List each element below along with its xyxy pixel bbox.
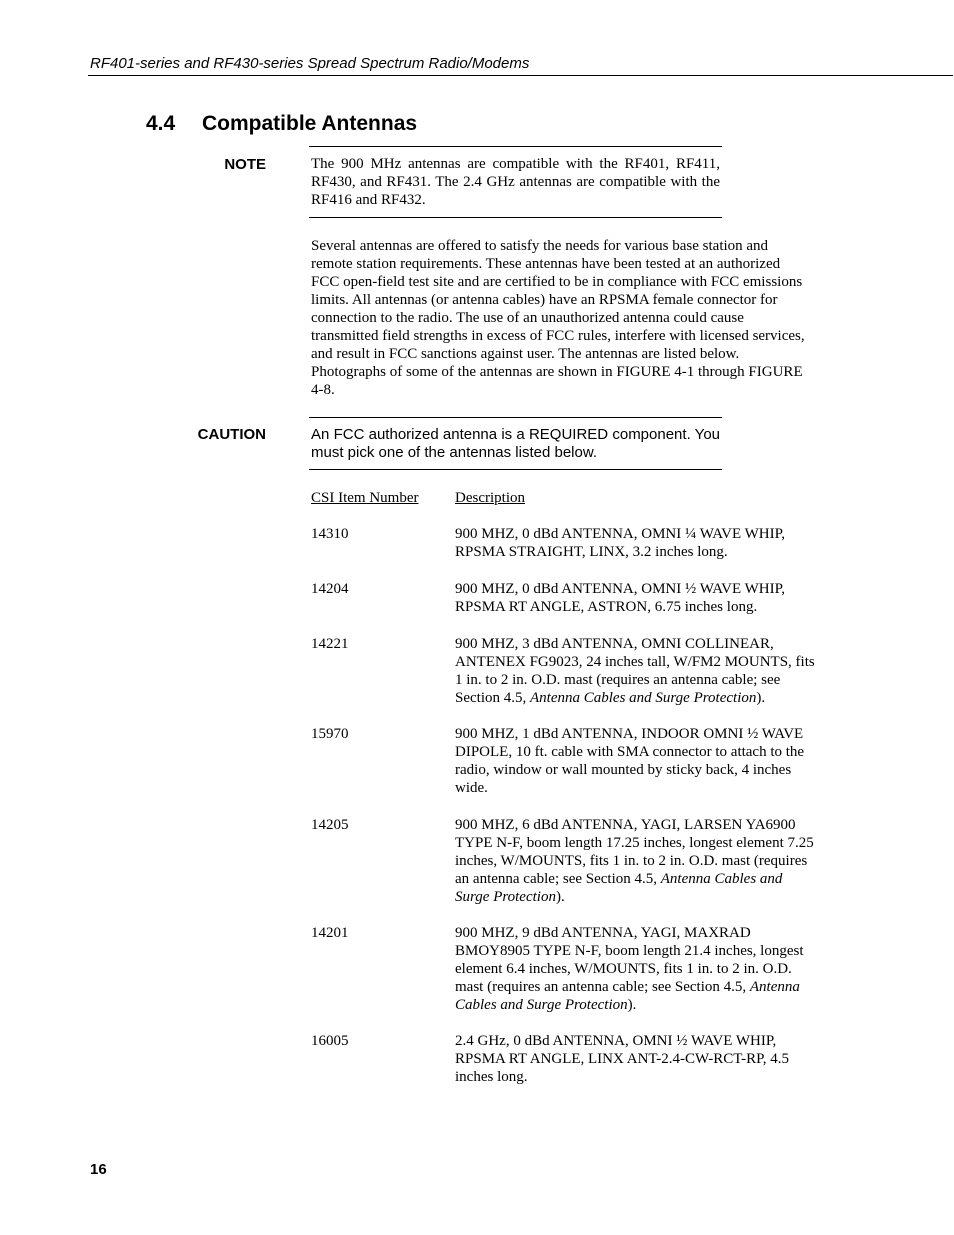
item-number: 14205	[311, 817, 349, 833]
item-number: 14221	[311, 636, 349, 652]
item-description: 900 MHZ, 0 dBd ANTENNA, OMNI ¼ WAVE WHIP, RPSMA STRAIGHT, LINX, 3.2 inches long.	[455, 526, 786, 560]
section-title: Compatible Antennas	[202, 112, 418, 135]
caution-top-rule	[309, 417, 722, 418]
item-description: 900 MHZ, 1 dBd ANTENNA, INDOOR OMNI ½ WAVE DIPOLE, 10 ft. cable with SMA connector to attach to the radio, window or wall mounted by sticky back, 4 inches wide.	[455, 726, 805, 796]
item-number: 14204	[311, 581, 349, 597]
caution-text: An FCC authorized antenna is a REQUIRED component. You must pick one of the antennas listed below.	[311, 426, 720, 461]
item-number: 14310	[311, 526, 349, 542]
table-header-item-number: CSI Item Number	[311, 490, 419, 506]
item-number: 15970	[311, 726, 349, 742]
table-header-description: Description	[455, 490, 525, 506]
note-bottom-rule	[309, 217, 722, 218]
intro-paragraph: Several antennas are offered to satisfy the needs for various base station and remote station requirements. These antennas have been tested at an authorized FCC open-field test site and are certified to be in compliance with FCC emissions limits. All antennas (or antenna cables) have an RPSMA female connector for connection to the radio. The use of an unauthorized antenna could cause transmitted field strengths in excess of FCC rules, interfere with licensed services, and result in FCC sanctions against user. The antennas are listed below. Photographs of some of the antennas are shown in FIGURE 4-1 through FIGURE 4-8.	[311, 238, 805, 398]
item-description: 900 MHZ, 0 dBd ANTENNA, OMNI ½ WAVE WHIP, RPSMA RT ANGLE, ASTRON, 6.75 inches long.	[455, 581, 786, 615]
item-description: 2.4 GHz, 0 dBd ANTENNA, OMNI ½ WAVE WHIP, RPSMA RT ANGLE, LINX ANT-2.4-CW-RCT-RP, 4.5 inches long.	[455, 1033, 790, 1085]
section-heading	[146, 111, 417, 137]
item-number: 14201	[311, 925, 349, 941]
note-label: NOTE	[224, 156, 266, 173]
running-header-title: RF401-series and RF430-series Spread Spectrum Radio/Modems	[90, 55, 530, 72]
page-number: 16	[90, 1161, 107, 1178]
section-number: 4.4	[146, 112, 176, 135]
item-description: 900 MHZ, 9 dBd ANTENNA, YAGI, MAXRAD BMOY8905 TYPE N-F, boom length 21.4 inches, longest element 6.4 inches, W/MOUNTS, fits 1 in. to 2 in. O.D. mast (requires an antenna cable; see Section 4.5, Antenna Cables and Surge Protection).	[455, 925, 804, 1013]
note-top-rule	[309, 146, 722, 147]
caution-label: CAUTION	[197, 426, 266, 443]
caution-bottom-rule	[309, 469, 722, 470]
item-description: 900 MHZ, 6 dBd ANTENNA, YAGI, LARSEN YA6900 TYPE N-F, boom length 17.25 inches, longest element 7.25 inches, W/MOUNTS, fits 1 in. to 2 in. O.D. mast (requires an antenna cable; see Section 4.5, Antenna Cables and Surge Protection).	[455, 817, 814, 905]
header-rule	[88, 75, 953, 76]
note-text: The 900 MHz antennas are compatible with the RF401, RF411, RF430, and RF431. The 2.4 GHz antennas are compatible with the RF416 and RF432.	[311, 156, 720, 208]
item-number: 16005	[311, 1033, 349, 1049]
item-description: 900 MHZ, 3 dBd ANTENNA, OMNI COLLINEAR, ANTENEX FG9023, 24 inches tall, W/FM2 MOUNTS, fits 1 in. to 2 in. O.D. mast (requires an antenna cable; see Section 4.5, Antenna Cables and Surge Protection).	[455, 636, 815, 706]
